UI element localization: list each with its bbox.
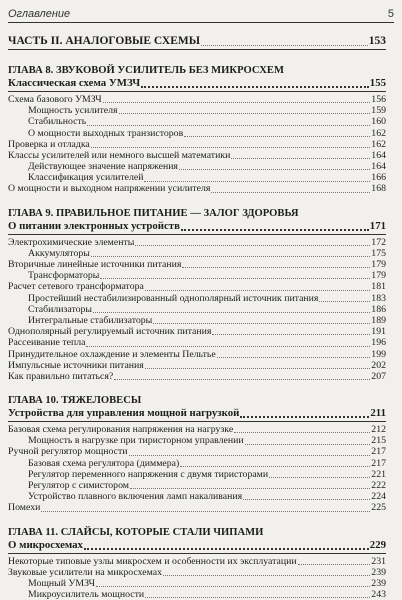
dot-leader: [100, 278, 370, 279]
running-header: [8, 6, 394, 23]
toc-chapter-heading[interactable]: [8, 64, 386, 77]
toc-entry-page: 171: [369, 219, 386, 232]
toc-entry-page: 225: [371, 502, 386, 514]
divider: [8, 234, 386, 235]
toc-entry-title: Классификация усилителей: [28, 172, 144, 184]
dot-leader: [91, 147, 371, 148]
toc-entry-page: 191: [371, 326, 386, 338]
dot-leader: [129, 455, 371, 456]
toc-entry-title: ГЛАВА 10. ТЯЖЕЛОВЕСЫ: [8, 395, 142, 407]
toc-entry-title: ЧАСТЬ II. АНАЛОГОВЫЕ СХЕМЫ: [8, 35, 201, 47]
toc-entry-page: 160: [371, 116, 386, 128]
toc-entry-title: Рассеивание тепла: [8, 337, 86, 349]
toc-entry-page: 179: [371, 259, 386, 271]
toc-entry-page: 243: [371, 589, 386, 600]
dot-leader: [114, 379, 370, 380]
toc-entry-page: 229: [369, 538, 386, 551]
dot-leader: [145, 290, 370, 291]
toc-entry-page: 224: [371, 491, 386, 503]
toc-subentry[interactable]: [8, 270, 386, 281]
toc-entry-page: 162: [371, 127, 386, 139]
dot-leader: [211, 192, 370, 193]
toc-entry-title: Базовая схема регулятора (диммера): [28, 457, 180, 469]
toc-entry-title: Принудительное охлаждение и элементы Пельтье: [8, 348, 216, 360]
toc-entry-page: 172: [371, 236, 386, 248]
running-header-title: Оглавление: [8, 8, 71, 20]
toc-entry-page: 179: [371, 270, 386, 282]
dot-leader: [201, 45, 368, 46]
toc-subentry[interactable]: [8, 172, 386, 183]
toc-entry-title: О мощности и выходном напряжении усилителя: [8, 183, 211, 195]
dot-leader: [182, 267, 370, 268]
toc-entry-title: О мощности выходных транзисторов: [28, 127, 184, 139]
toc-entry-title: Базовая схема регулирования напряжения на нагрузке: [8, 424, 234, 436]
toc-entry[interactable]: [8, 259, 386, 270]
toc-entry-title: Некоторые типовые узлы микросхем и особенности их эксплуатации: [8, 555, 297, 567]
toc-entry[interactable]: [8, 556, 386, 567]
toc-entry[interactable]: [8, 184, 386, 195]
toc-entry-title: Ручной регулятор мощности: [8, 446, 128, 458]
spacer: [8, 195, 386, 203]
toc-subentry[interactable]: [8, 315, 386, 326]
toc-entry-title: Проверка и отладка: [8, 138, 90, 150]
toc-entry[interactable]: [8, 281, 386, 292]
dot-leader: [243, 499, 370, 500]
toc-entry-title: Как правильно питаться?: [8, 370, 114, 382]
dot-leader: [96, 586, 370, 587]
dot-leader: [86, 346, 370, 347]
dot-leader: [217, 357, 371, 358]
dot-leader: [87, 125, 370, 126]
toc-entry-page: 153: [368, 35, 386, 47]
toc-entry[interactable]: [8, 337, 386, 348]
dot-leader: [91, 256, 370, 257]
toc-entry-title: О микросхемах: [8, 538, 83, 551]
dot-leader: [180, 466, 370, 467]
dot-leader: [144, 181, 370, 182]
toc-entry-page: 211: [370, 407, 386, 420]
toc-entry-title: Стабильность: [28, 116, 87, 128]
toc-subentry[interactable]: [8, 293, 386, 304]
toc-entry-page: 162: [371, 138, 386, 150]
toc-entry-title: Расчет сетевого трансформатора: [8, 281, 144, 293]
divider: [8, 91, 386, 92]
toc-entry-title: Трансформаторы: [28, 270, 100, 282]
toc-entry-title: Мощность в нагрузке при тиристорном управлении: [28, 435, 244, 447]
toc-chapter-heading[interactable]: [8, 394, 386, 407]
toc-entry-page: 175: [371, 247, 386, 259]
toc-entry-page: 164: [371, 161, 386, 173]
toc-subentry[interactable]: [8, 161, 386, 172]
toc-entry[interactable]: [8, 502, 386, 513]
dot-leader: [153, 323, 370, 324]
toc-entry-title: Интегральные стабилизаторы: [28, 314, 153, 326]
toc-part-heading[interactable]: [8, 34, 386, 48]
dot-leader: [240, 416, 369, 418]
divider: [8, 553, 386, 554]
toc-subentry[interactable]: [8, 480, 386, 491]
dot-leader: [179, 169, 370, 170]
toc-entry-title: Классическая схема УМЗЧ: [8, 77, 141, 89]
toc-entry-title: Электрохимические элементы: [8, 236, 135, 248]
toc-entry-page: 217: [371, 446, 386, 458]
dot-leader: [184, 136, 370, 137]
toc-entry-title: Импульсные источники питания: [8, 359, 144, 371]
toc-entry[interactable]: [8, 237, 386, 248]
toc-entry-title: ГЛАВА 8. ЗВУКОВОЙ УСИЛИТЕЛЬ БЕЗ МИКРОСХЕМ: [8, 65, 284, 76]
toc-entry-title: ГЛАВА 11. СЛАЙСЫ, КОТОРЫЕ СТАЛИ ЧИПАМИ: [8, 526, 264, 538]
toc-subentry[interactable]: [8, 105, 386, 116]
dot-leader: [319, 301, 370, 302]
dot-leader: [130, 488, 370, 489]
dot-leader: [163, 575, 370, 576]
toc-entry-page: 159: [371, 105, 386, 117]
toc-entry[interactable]: [8, 424, 386, 435]
dot-leader: [234, 432, 370, 433]
toc-entry-page: 189: [371, 314, 386, 326]
dot-leader: [119, 113, 371, 114]
toc-section-heading[interactable]: [8, 407, 386, 420]
toc-entry-title: Мощный УМЗЧ: [28, 577, 95, 589]
dot-leader: [212, 334, 370, 335]
toc-subentry[interactable]: [8, 491, 386, 502]
toc-entry[interactable]: [8, 447, 386, 458]
toc-entry-title: Помехи: [8, 502, 41, 514]
toc-entry-page: 239: [371, 566, 386, 578]
toc-section-heading[interactable]: [8, 77, 386, 90]
toc-entry[interactable]: [8, 326, 386, 337]
toc-section-heading[interactable]: [8, 220, 386, 233]
dot-leader: [141, 86, 369, 88]
toc-subentry[interactable]: [8, 304, 386, 315]
dot-leader: [145, 597, 370, 598]
dot-leader: [145, 368, 371, 369]
toc-entry-page: 164: [371, 149, 386, 161]
toc-entry-title: Мощность усилителя: [28, 105, 118, 117]
toc-entry[interactable]: [8, 371, 386, 382]
toc-entry-title: Схема базового УМЗЧ: [8, 93, 102, 105]
toc-entry-title: Регулятор с симистором: [28, 480, 129, 492]
page-number: 5: [387, 8, 394, 20]
toc-subentry[interactable]: [8, 248, 386, 259]
toc-entry-page: 186: [371, 303, 386, 315]
toc-entry-title: Действующее значение напряжения: [28, 161, 178, 173]
toc-subentry[interactable]: [8, 469, 386, 480]
toc-entry-title: Регулятор переменного напряжения с двумя тиристорами: [28, 468, 269, 480]
dot-leader: [103, 102, 371, 103]
toc-entry[interactable]: [8, 567, 386, 578]
toc-section-heading[interactable]: [8, 539, 386, 552]
toc-entry[interactable]: [8, 349, 386, 360]
toc-entry-title: Аккумуляторы: [28, 247, 90, 259]
toc-subentry[interactable]: [8, 578, 386, 589]
toc-entry-page: 181: [371, 281, 386, 293]
dot-leader: [231, 158, 370, 159]
toc-entry-title: Звуковые усилители на микросхемах: [8, 566, 162, 578]
toc-entry-page: 239: [371, 577, 386, 589]
toc-entry[interactable]: [8, 360, 386, 371]
divider: [8, 49, 386, 50]
toc-entry-page: 221: [371, 468, 386, 480]
toc-entry-page: 168: [371, 183, 386, 195]
toc-subentry[interactable]: [8, 458, 386, 469]
dot-leader: [41, 511, 370, 512]
toc-entry-page: 183: [371, 292, 386, 304]
toc-entry-page: 212: [371, 424, 386, 436]
toc-entry-page: 215: [371, 435, 386, 447]
dot-leader: [245, 444, 371, 445]
spacer: [8, 382, 386, 390]
toc-chapter-heading[interactable]: [8, 526, 386, 539]
toc-entry-page: 202: [371, 359, 386, 371]
toc-entry-page: 231: [371, 555, 386, 567]
toc-entry-page: 217: [371, 457, 386, 469]
dot-leader: [135, 245, 370, 246]
table-of-contents: [8, 34, 386, 600]
toc-entry-title: Однополярный регулируемый источник питания: [8, 326, 212, 338]
dot-leader: [298, 564, 371, 565]
toc-chapter-heading[interactable]: [8, 207, 386, 220]
dot-leader: [84, 548, 369, 550]
toc-subentry[interactable]: [8, 435, 386, 446]
toc-entry-title: Простейший нестабилизированный однополярный источник питания: [28, 292, 319, 304]
toc-entry[interactable]: [8, 94, 386, 105]
divider: [8, 421, 386, 422]
toc-entry-page: 156: [371, 93, 386, 105]
toc-entry-title: Микроусилитель мощности: [28, 589, 145, 600]
toc-entry-title: О питании электронных устройств: [8, 219, 180, 232]
toc-entry[interactable]: [8, 139, 386, 150]
toc-entry-title: ГЛАВА 9. ПРАВИЛЬНОЕ ПИТАНИЕ — ЗАЛОГ ЗДОРОВЬЯ: [8, 207, 299, 219]
toc-entry-page: 207: [371, 370, 386, 382]
toc-entry-title: Устройства для управления мощной нагрузкой: [8, 407, 240, 420]
toc-entry-title: Классы усилителей или немного высшей математики: [8, 149, 231, 161]
toc-entry-page: 222: [371, 480, 386, 492]
dot-leader: [181, 229, 369, 231]
toc-entry-title: Вторичные линейные источники питания: [8, 259, 182, 271]
toc-entry-title: Устройство плавного включения ламп накаливания: [28, 491, 243, 503]
toc-entry-page: 166: [371, 172, 386, 184]
dot-leader: [269, 477, 370, 478]
toc-entry-title: Стабилизаторы: [28, 303, 93, 315]
toc-subentry[interactable]: [8, 116, 386, 127]
toc-entry-page: 155: [369, 77, 386, 89]
toc-entry[interactable]: [8, 150, 386, 161]
spacer: [8, 52, 386, 60]
dot-leader: [93, 312, 370, 313]
toc-subentry[interactable]: [8, 128, 386, 139]
toc-entry-page: 199: [371, 348, 386, 360]
toc-entry-page: 196: [371, 337, 386, 349]
toc-subentry[interactable]: [8, 589, 386, 600]
spacer: [8, 514, 386, 522]
